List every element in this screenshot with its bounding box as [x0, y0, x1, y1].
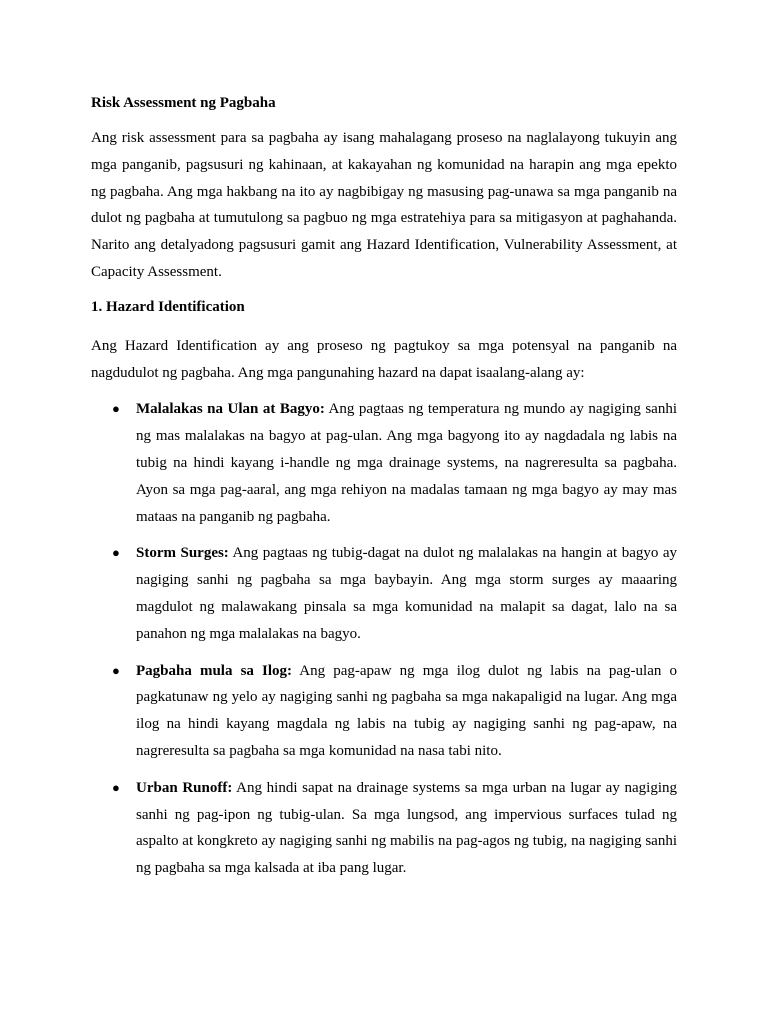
section-heading-hazard-identification: 1. Hazard Identification: [91, 298, 245, 315]
document-page: [91, 92, 677, 892]
list-item: [91, 540, 677, 647]
intro-paragraph: Ang risk assessment para sa pagbaha ay isang mahalagang proseso na naglalayong tukuyin ang mga panganib, pagsusuri ng kahinaan, at kakayahan ng komunidad na harapin ang mga epekto ng pagbaha. Ang mga hakbang na ito ay nagbibigay ng masusing pag-unawa sa mga panganib na dulot ng pagbaha at tumutulong sa pagbuo ng mga estratehiya para sa mitigasyon at paghahanda. Narito ang detalyadong pagsusuri gamit ang Hazard Identification, Vulnerability Assessment, at Capacity Assessment.: [91, 130, 677, 280]
bullet-icon: ●: [112, 545, 120, 561]
bullet-term: Storm Surges:: [136, 545, 229, 562]
bullet-icon: ●: [112, 401, 120, 417]
bullet-text: Ang hindi sapat na drainage systems sa mga urban na lugar ay nagiging sanhi ng pag-ipon ng tubig-ulan. Sa mga lungsod, ang impervious surfaces tulad ng aspalto at kongkreto ay nagiging sanhi ng mabilis na pag-agos ng tubig, na nagiging sanhi ng pagbaha sa mga kalsada at iba pang lugar.: [136, 779, 677, 877]
bullet-text: Ang pagtaas ng temperatura ng mundo ay nagiging sanhi ng mas malalakas na bagyo at pag-ulan. Ang mga bagyong ito ay nagdadala ng labis na tubig na hindi kayang i-handle ng mga drainage systems, na nagreresulta sa pagbaha. Ayon sa mga pag-aaral, ang mga rehiyon na madalas tamaan ng mga bagyo ay may mas mataas na panganib ng pagbaha.: [136, 401, 677, 525]
bullet-term: Pagbaha mula sa Ilog:: [136, 662, 293, 679]
bullet-text: Ang pagtaas ng tubig-dagat na dulot ng malalakas na hangin at bagyo ay nagiging sanhi ng pagbaha sa mga baybayin. Ang mga storm surges ay maaaring magdulot ng malawakang pinsala sa mga komunidad na malapit sa dagat, lalo na sa panahon ng mga malalakas na bagyo.: [136, 545, 677, 642]
section-intro-paragraph: Ang Hazard Identification ay ang proseso ng pagtukoy sa mga potensyal na panganib na nagdudulot ng pagbaha. Ang mga pangunahing hazard na dapat isaalang-alang ay:: [91, 337, 677, 381]
bullet-term: Malalakas na Ulan at Bagyo:: [136, 401, 325, 418]
bullet-text: Ang pag-apaw ng mga ilog dulot ng labis na pag-ulan o pagkatunaw ng yelo ay nagiging sanhi ng pagbaha sa mga nakapaligid na lugar. Ang mga ilog na hindi kayang magdala ng labis na tubig ay nagiging sanhi ng pag-apaw, na nagreresulta sa pagbaha sa mga komunidad na nasa tabi nito.: [136, 662, 677, 759]
list-item: [91, 658, 677, 765]
bullet-icon: ●: [112, 662, 120, 678]
list-item: [91, 396, 677, 530]
bullet-icon: ●: [112, 779, 120, 795]
list-item: [91, 775, 677, 882]
hazard-list: [91, 396, 677, 882]
bullet-term: Urban Runoff:: [136, 779, 233, 796]
document-title: Risk Assessment ng Pagbaha: [91, 95, 276, 111]
